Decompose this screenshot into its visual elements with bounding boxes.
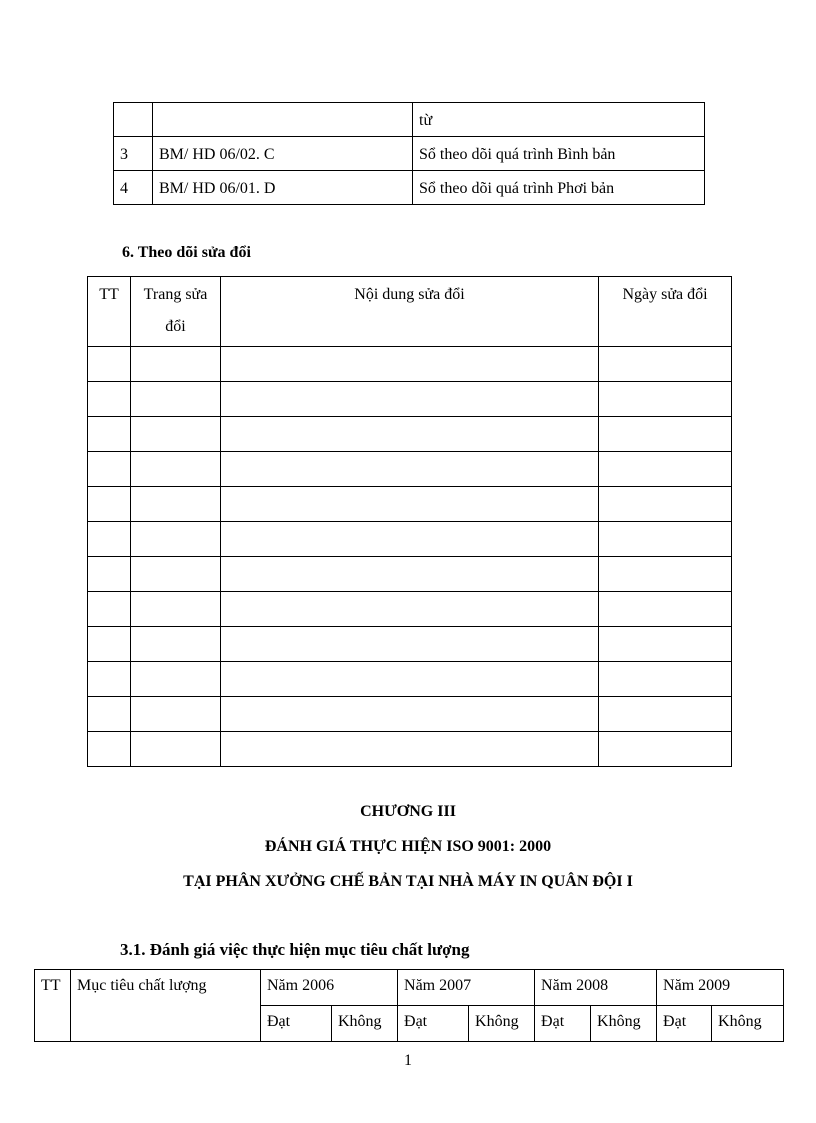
- empty-cell: [599, 522, 732, 557]
- year-2006: Năm 2006: [261, 970, 398, 1006]
- empty-cell: [599, 452, 732, 487]
- empty-cell: [131, 522, 221, 557]
- chapter-title: ĐÁNH GIÁ THỰC HIỆN ISO 9001: 2000: [264, 838, 552, 855]
- empty-cell: [221, 662, 599, 697]
- table-row: [88, 347, 732, 382]
- header-content: Nội dung sửa đổi: [221, 277, 599, 347]
- empty-cell: [131, 557, 221, 592]
- empty-cell: [131, 347, 221, 382]
- year-2007: Năm 2007: [398, 970, 535, 1006]
- empty-cell: [88, 347, 131, 382]
- code-cell: BM/ HD 06/02. C: [153, 137, 413, 171]
- quality-header-row: [35, 970, 784, 1006]
- fail-label: Không: [469, 1006, 535, 1042]
- header-date: Ngày sửa đổi: [599, 277, 732, 347]
- table-row: [114, 171, 705, 205]
- header-tt: TT: [88, 277, 131, 347]
- empty-cell: [88, 662, 131, 697]
- year-2009: Năm 2009: [657, 970, 784, 1006]
- empty-cell: [88, 452, 131, 487]
- empty-cell: [221, 522, 599, 557]
- table-row: [88, 592, 732, 627]
- revision-body: [88, 347, 732, 767]
- empty-cell: [131, 732, 221, 767]
- empty-cell: [221, 697, 599, 732]
- empty-cell: [131, 417, 221, 452]
- empty-cell: [88, 487, 131, 522]
- empty-cell: [599, 382, 732, 417]
- empty-cell: [221, 592, 599, 627]
- page-number: 1: [404, 1052, 412, 1069]
- empty-cell: [131, 487, 221, 522]
- table-row: [88, 697, 732, 732]
- empty-cell: [131, 662, 221, 697]
- empty-cell: [599, 417, 732, 452]
- empty-cell: [88, 627, 131, 662]
- empty-cell: [131, 627, 221, 662]
- fail-label: Không: [591, 1006, 657, 1042]
- empty-cell: [221, 487, 599, 522]
- empty-cell: [131, 382, 221, 417]
- empty-cell: [599, 347, 732, 382]
- fail-label: Không: [712, 1006, 784, 1042]
- empty-cell: [599, 627, 732, 662]
- table-row: [114, 103, 705, 137]
- chapter-label: CHƯƠNG III: [360, 803, 456, 820]
- empty-cell: [221, 452, 599, 487]
- revision-header-row: [88, 277, 732, 347]
- empty-cell: [599, 662, 732, 697]
- revision-table: [87, 276, 732, 767]
- empty-cell: [88, 732, 131, 767]
- header-objective: Mục tiêu chất lượng: [71, 970, 261, 1042]
- empty-cell: [221, 347, 599, 382]
- table-row: [88, 417, 732, 452]
- pass-label: Đạt: [657, 1006, 712, 1042]
- name-cell: Sổ theo dõi quá trình Phơi bản: [413, 171, 705, 205]
- empty-cell: [221, 557, 599, 592]
- quality-objectives-table: [34, 969, 784, 1042]
- section-3-1-heading: 3.1. Đánh giá việc thực hiện mục tiêu chất lượng: [120, 940, 470, 959]
- fail-label: Không: [332, 1006, 398, 1042]
- empty-cell: [599, 487, 732, 522]
- table-row: [114, 137, 705, 171]
- table-row: [88, 662, 732, 697]
- empty-cell: [221, 732, 599, 767]
- empty-cell: [88, 697, 131, 732]
- pass-label: Đạt: [535, 1006, 591, 1042]
- table-row: [88, 627, 732, 662]
- empty-cell: [88, 417, 131, 452]
- chapter-subtitle: TẠI PHÂN XƯỞNG CHẾ BẢN TẠI NHÀ MÁY IN QUÂN ĐỘI I: [183, 873, 633, 890]
- header-tt: TT: [35, 970, 71, 1042]
- empty-cell: [88, 592, 131, 627]
- tt-cell: 3: [114, 137, 153, 171]
- empty-cell: [599, 592, 732, 627]
- table-row: [88, 452, 732, 487]
- tt-cell: 4: [114, 171, 153, 205]
- empty-cell: [221, 382, 599, 417]
- empty-cell: [88, 557, 131, 592]
- pass-label: Đạt: [261, 1006, 332, 1042]
- document-list-table: [113, 102, 705, 205]
- name-cell: Sổ theo dõi quá trình Bình bản: [413, 137, 705, 171]
- empty-cell: [599, 732, 732, 767]
- table-row: [88, 382, 732, 417]
- name-cell: từ: [413, 103, 705, 137]
- code-cell: BM/ HD 06/01. D: [153, 171, 413, 205]
- empty-cell: [131, 697, 221, 732]
- empty-cell: [599, 697, 732, 732]
- empty-cell: [88, 522, 131, 557]
- tt-cell: [114, 103, 153, 137]
- empty-cell: [131, 452, 221, 487]
- table-row: [88, 557, 732, 592]
- table-row: [88, 732, 732, 767]
- table-row: [88, 487, 732, 522]
- table-row: [88, 522, 732, 557]
- empty-cell: [221, 417, 599, 452]
- pass-label: Đạt: [398, 1006, 469, 1042]
- year-2008: Năm 2008: [535, 970, 657, 1006]
- code-cell: [153, 103, 413, 137]
- empty-cell: [131, 592, 221, 627]
- empty-cell: [221, 627, 599, 662]
- header-page: Trang sửa đổi: [131, 277, 221, 347]
- section-6-heading: 6. Theo dõi sửa đổi: [122, 244, 251, 261]
- empty-cell: [88, 382, 131, 417]
- empty-cell: [599, 557, 732, 592]
